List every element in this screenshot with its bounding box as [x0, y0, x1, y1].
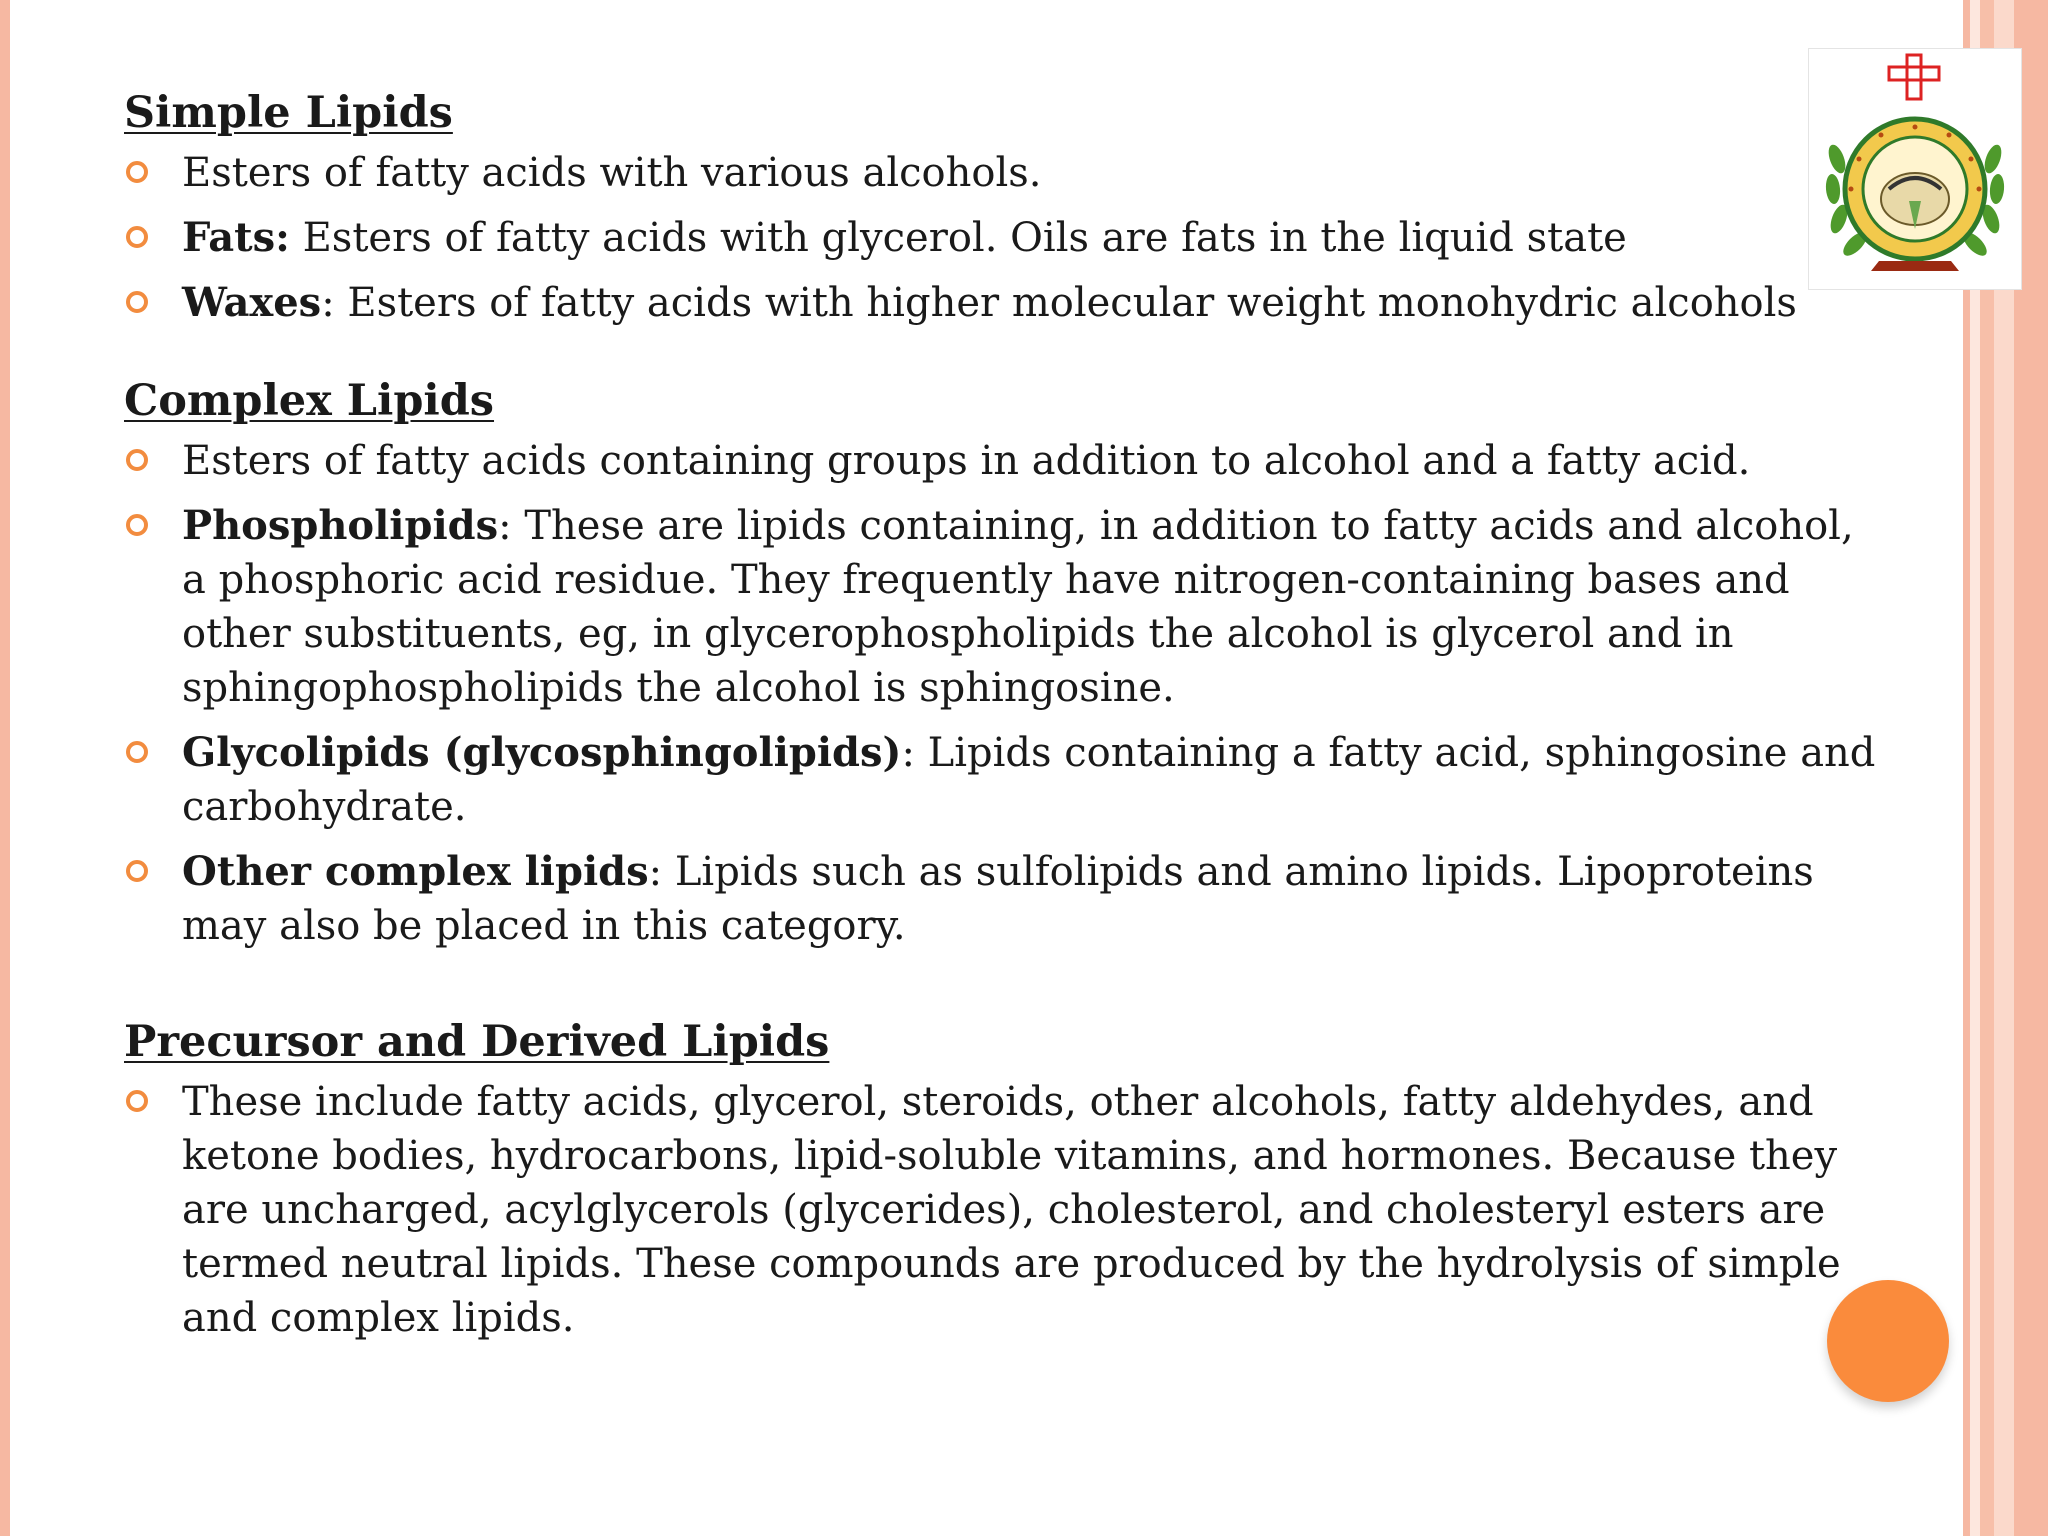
- list-item: [124, 211, 1884, 265]
- circle-bullet-icon: [126, 514, 148, 536]
- list-item: [124, 276, 1884, 330]
- item-text: These include fatty acids, glycerol, steroids, other alcohols, fatty aldehydes, and ketone bodies, hydrocarbons, lipid-soluble vitamins, and hormones. Because they are uncharged, acylglycerols (glycerides), cholesterol, and cholesteryl esters are termed neutral lipids. These compounds are produced by the hydrolysis of simple and complex lipids.: [182, 1079, 1841, 1341]
- item-text: : Lipids containing a fatty acid, sphingosine and carbohydrate.: [182, 730, 1876, 830]
- bullet-list: [124, 434, 1884, 953]
- item-text: : Esters of fatty acids with higher molecular weight monohydric alcohols: [321, 280, 1797, 326]
- item-text: Esters of fatty acids with various alcohols.: [182, 150, 1042, 196]
- circle-bullet-icon: [126, 226, 148, 248]
- item-text: : These are lipids containing, in addition to fatty acids and alcohol, a phosphoric acid residue. They frequently have nitrogen-containing bases and other substituents, eg, in glycerophospholipids the alcohol is glycerol and in sphingophospholipids the alcohol is sphingosine.: [182, 503, 1854, 711]
- circle-bullet-icon: [126, 1090, 148, 1112]
- item-term: Waxes: [182, 279, 322, 326]
- item-text: Esters of fatty acids with glycerol. Oils are fats in the liquid state: [289, 215, 1627, 261]
- circle-bullet-icon: [126, 741, 148, 763]
- item-text: : Lipids such as sulfolipids and amino lipids. Lipoproteins may also be placed in this category.: [182, 849, 1814, 949]
- bullet-list: [124, 1075, 1884, 1345]
- item-term: Fats:: [182, 214, 290, 261]
- list-item: [124, 1075, 1884, 1345]
- item-term: Other complex lipids: [182, 848, 649, 895]
- list-item: [124, 845, 1884, 953]
- item-term: Phospholipids: [182, 502, 499, 549]
- section-heading-precursor-derived-lipids: Precursor and Derived Lipids: [124, 1017, 830, 1067]
- circle-bullet-icon: [126, 161, 148, 183]
- left-decorative-stripe: [0, 0, 10, 1536]
- list-item: [124, 499, 1884, 715]
- bullet-list: [124, 146, 1884, 330]
- section-heading-complex-lipids: Complex Lipids: [124, 376, 495, 426]
- item-term: Glycolipids (glycosphingolipids): [182, 729, 902, 776]
- orange-circle-decoration: [1827, 1280, 1949, 1402]
- circle-bullet-icon: [126, 860, 148, 882]
- list-item: [124, 146, 1884, 200]
- slide-content: [124, 86, 1884, 1356]
- list-item: [124, 726, 1884, 834]
- circle-bullet-icon: [126, 449, 148, 471]
- item-text: Esters of fatty acids containing groups in addition to alcohol and a fatty acid.: [182, 438, 1751, 484]
- circle-bullet-icon: [126, 291, 148, 313]
- section-heading-simple-lipids: Simple Lipids: [124, 88, 453, 138]
- list-item: [124, 434, 1884, 488]
